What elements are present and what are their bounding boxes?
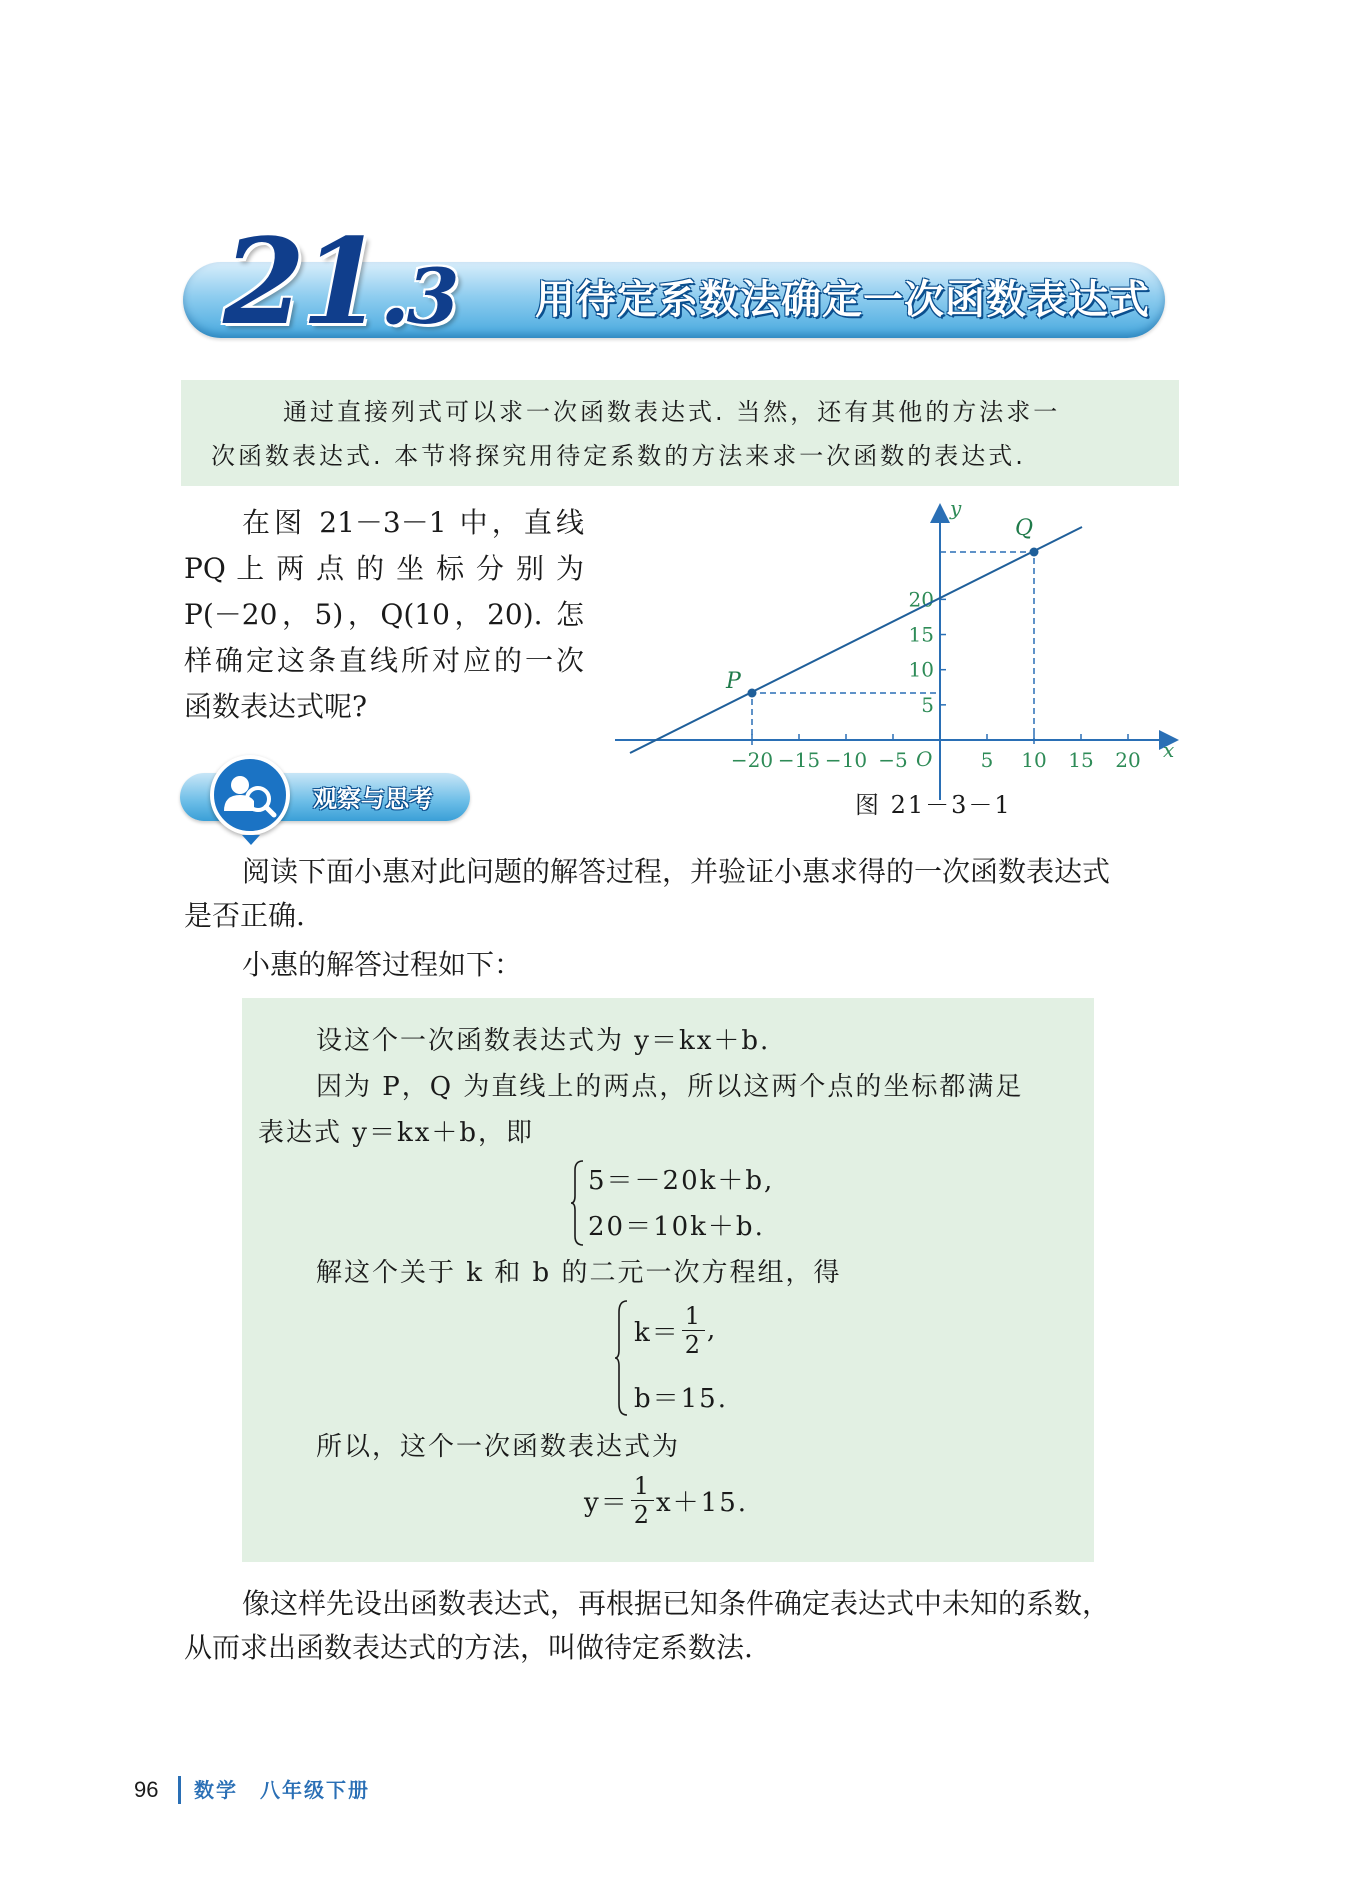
section-number-sub: 3 <box>406 252 456 341</box>
problem-line: PQ 上 两 点 的 坐 标 分 别 为 <box>184 552 584 585</box>
x-tick-label: −20 <box>730 748 774 772</box>
x-tick-label: −5 <box>878 748 908 772</box>
observe-think-badge <box>180 755 480 845</box>
conclusion-line: 从而求出函数表达式的方法，叫做待定系数法. <box>184 1631 753 1664</box>
book-title: 数学 八年级下册 <box>194 1778 370 1802</box>
intro-line: 次函数表达式. 本节将探究用待定系数的方法来求一次函数的表达式. <box>211 442 1026 470</box>
point-q-label: Q <box>1015 516 1034 541</box>
conclusion-line: 像这样先设出函数表达式，再根据已知条件确定表达式中未知的系数， <box>242 1587 1111 1620</box>
system-brace <box>570 1158 586 1248</box>
x-tick-label: 15 <box>1068 748 1094 772</box>
y-tick-label: 20 <box>908 587 934 612</box>
line-pq <box>630 527 1082 753</box>
solution-lead: 小惠的解答过程如下： <box>242 948 523 981</box>
section-banner <box>183 212 1165 351</box>
final-expression <box>584 1468 748 1532</box>
k-denominator: 2 <box>684 1330 703 1359</box>
figure-caption: 图 21－3－1 <box>855 791 1012 819</box>
k-lhs: k＝ <box>634 1317 680 1348</box>
y-tick-label: 15 <box>908 622 934 647</box>
y-axis-label: y <box>950 496 962 520</box>
final-lhs: y＝ <box>584 1487 629 1518</box>
solution-line: 所以，这个一次函数表达式为 <box>316 1432 681 1462</box>
point-q <box>1030 548 1039 557</box>
solution-line: 因为 P，Q 为直线上的两点，所以这两个点的坐标都满足 <box>316 1072 1024 1102</box>
k-tail: , <box>707 1315 718 1345</box>
final-fraction <box>631 1472 654 1529</box>
y-tick-label: 10 <box>908 657 934 682</box>
problem-line: 在图 21－3－1 中，直线 <box>242 506 584 539</box>
b-value: b＝15. <box>634 1384 728 1414</box>
read-line: 阅读下面小惠对此问题的解答过程，并验证小惠求得的一次函数表达式 <box>242 855 1111 888</box>
x-axis-label: x <box>1163 738 1175 762</box>
x-tick-label: −15 <box>777 748 821 772</box>
solution-box <box>242 998 1094 1562</box>
system-equation: 5＝－20k＋b, <box>588 1166 775 1196</box>
section-number-main: 21 <box>223 212 380 351</box>
y-tick-label: 5 <box>921 692 934 717</box>
x-tick-label: 10 <box>1021 748 1047 772</box>
axis-ticks <box>731 587 1141 772</box>
problem-text <box>184 500 584 730</box>
magnifier-person-icon <box>210 755 290 835</box>
final-tail: x＋15. <box>655 1487 748 1518</box>
x-tick-label: −10 <box>824 748 868 772</box>
read-paragraph <box>184 850 1179 938</box>
intro-box <box>181 380 1179 486</box>
section-title: 用待定系数法确定一次函数表达式 <box>535 277 1150 323</box>
final-numerator: 1 <box>631 1472 654 1501</box>
q-guide-line <box>940 552 1034 745</box>
badge-pointer <box>242 835 260 845</box>
origin-label: O <box>916 747 933 771</box>
intro-line: 通过直接列式可以求一次函数表达式. 当然，还有其他的方法求一 <box>283 398 1061 426</box>
system-equation: 20＝10k＋b. <box>588 1212 765 1242</box>
point-p-label: P <box>726 669 741 694</box>
k-value <box>634 1300 717 1360</box>
problem-line: P(－20，5)，Q(10，20). 怎 <box>184 598 584 631</box>
solution-line: 表达式 y＝kx＋b，即 <box>258 1118 535 1148</box>
footer-divider <box>178 1776 181 1804</box>
problem-line: 函数表达式呢? <box>184 690 368 723</box>
x-tick-label: 20 <box>1115 748 1141 772</box>
k-numerator: 1 <box>682 1302 705 1331</box>
solution-line: 解这个关于 k 和 b 的二元一次方程组，得 <box>316 1258 842 1288</box>
observe-label: 观察与思考 <box>313 785 433 813</box>
final-denominator: 2 <box>633 1500 651 1529</box>
conclusion-paragraph <box>184 1582 1179 1670</box>
page-number: 96 <box>134 1777 159 1802</box>
x-tick-label: 5 <box>980 748 994 772</box>
read-line: 是否正确. <box>184 899 305 932</box>
coordinate-graph <box>610 495 1190 825</box>
solution-line: 设这个一次函数表达式为 y＝kx＋b. <box>316 1026 771 1056</box>
point-p <box>748 689 757 698</box>
section-number-dot: . <box>379 239 407 345</box>
k-fraction <box>682 1302 705 1359</box>
section-number <box>223 212 456 351</box>
problem-line: 样确定这条直线所对应的一次 <box>184 644 584 677</box>
result-brace <box>614 1298 630 1418</box>
